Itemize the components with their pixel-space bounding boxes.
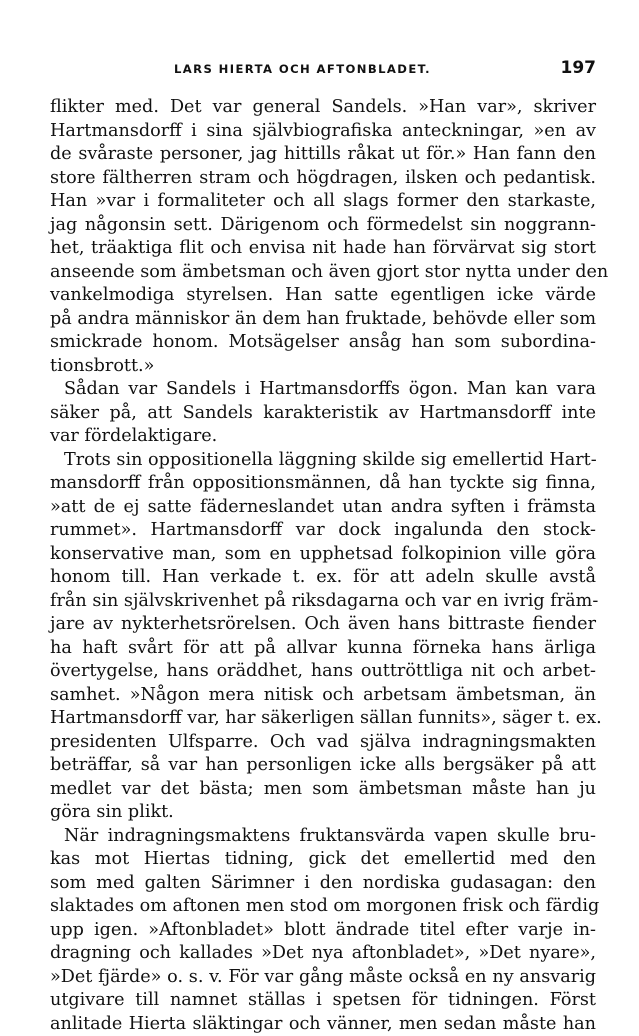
text-line: på andra människor än dem han fruktade, behövde eller som [50, 308, 596, 332]
text-line: het, träaktiga flit och envisa nit hade han förvärvat sig stort [50, 237, 596, 261]
text-line: Sådan var Sandels i Hartmansdorffs ögon. Man kan vara [50, 378, 596, 402]
text-line: konservative man, som en upphetsad folkopinion ville göra [50, 543, 596, 567]
text-line: honom till. Han verkade t. ex. för att adeln skulle avstå [50, 566, 596, 590]
text-line: ha haft svårt för att på allvar kunna förneka hans ärliga [50, 637, 596, 661]
text-line: Hartmansdorff i sina självbiografiska anteckningar, »en av [50, 120, 596, 144]
text-line: medlet var det bästa; men som ämbetsman måste han ju [50, 778, 596, 802]
text-line: anlitade Hierta släktingar och vänner, men sedan måste han [50, 1013, 596, 1036]
text-line: samhet. »Någon mera nitisk och arbetsam ämbetsman, än [50, 684, 596, 708]
text-line: utgivare till namnet ställas i spetsen för tidningen. Först [50, 989, 596, 1013]
text-line: som med galten Särimner i den nordiska gudasagan: den [50, 872, 596, 896]
text-line: jag någonsin sett. Därigenom och förmedelst sin noggrann- [50, 214, 596, 238]
text-line: från sin självskrivenhet på riksdagarna och var en ivrig främ- [50, 590, 596, 614]
text-line: göra sin plikt. [50, 801, 596, 825]
text-line: När indragningsmaktens fruktansvärda vapen skulle bru- [50, 825, 596, 849]
page-number: 197 [561, 58, 597, 78]
text-line: dragning och kallades »Det nya aftonbladet», »Det nyare», [50, 942, 596, 966]
running-title: LARS HIERTA OCH AFTONBLADET. [174, 62, 431, 76]
text-line: flikter med. Det var general Sandels. »Han var», skriver [50, 96, 596, 120]
text-line: upp igen. »Aftonbladet» blott ändrade titel efter varje in- [50, 919, 596, 943]
text-line: anseende som ämbetsman och även gjort stor nytta under den [50, 261, 596, 285]
text-line: Hartmansdorff var, har säkerligen sällan funnits», säger t. ex. [50, 707, 596, 731]
text-line: slaktades om aftonen men stod om morgonen frisk och färdig [50, 895, 596, 919]
text-line: de svåraste personer, jag hittills råkat ut för.» Han fann den [50, 143, 596, 167]
text-line: store fältherren stram och högdragen, ilsken och pedantisk. [50, 167, 596, 191]
text-line: mansdorff från oppositionsmännen, då han tyckte sig finna, [50, 472, 596, 496]
body-text [50, 96, 596, 1036]
text-line: presidenten Ulfsparre. Och vad själva indragningsmakten [50, 731, 596, 755]
text-line: kas mot Hiertas tidning, gick det emellertid med den [50, 848, 596, 872]
text-line: smickrade honom. Motsägelser ansåg han som subordina- [50, 331, 596, 355]
text-line: vankelmodiga styrelsen. Han satte egentligen icke värde [50, 284, 596, 308]
text-line: Trots sin oppositionella läggning skilde sig emellertid Hart- [50, 449, 596, 473]
text-line: jare av nykterhetsrörelsen. Och även hans bittraste fiender [50, 613, 596, 637]
text-line: övertygelse, hans oräddhet, hans outtröttliga nit och arbet- [50, 660, 596, 684]
text-line: »att de ej satte fäderneslandet utan andra syften i främsta [50, 496, 596, 520]
text-line: beträffar, så var han personligen icke alls bergsäker på att [50, 754, 596, 778]
text-line: tionsbrott.» [50, 355, 596, 379]
text-line: rummet». Hartmansdorff var dock ingalunda den stock- [50, 519, 596, 543]
running-head [48, 58, 596, 80]
text-line: Han »var i formaliteter och all slags former den starkaste, [50, 190, 596, 214]
text-line: »Det fjärde» o. s. v. För var gång måste också en ny ansvarig [50, 966, 596, 990]
text-line: var fördelaktigare. [50, 425, 596, 449]
text-line: säker på, att Sandels karakteristik av Hartmansdorff inte [50, 402, 596, 426]
